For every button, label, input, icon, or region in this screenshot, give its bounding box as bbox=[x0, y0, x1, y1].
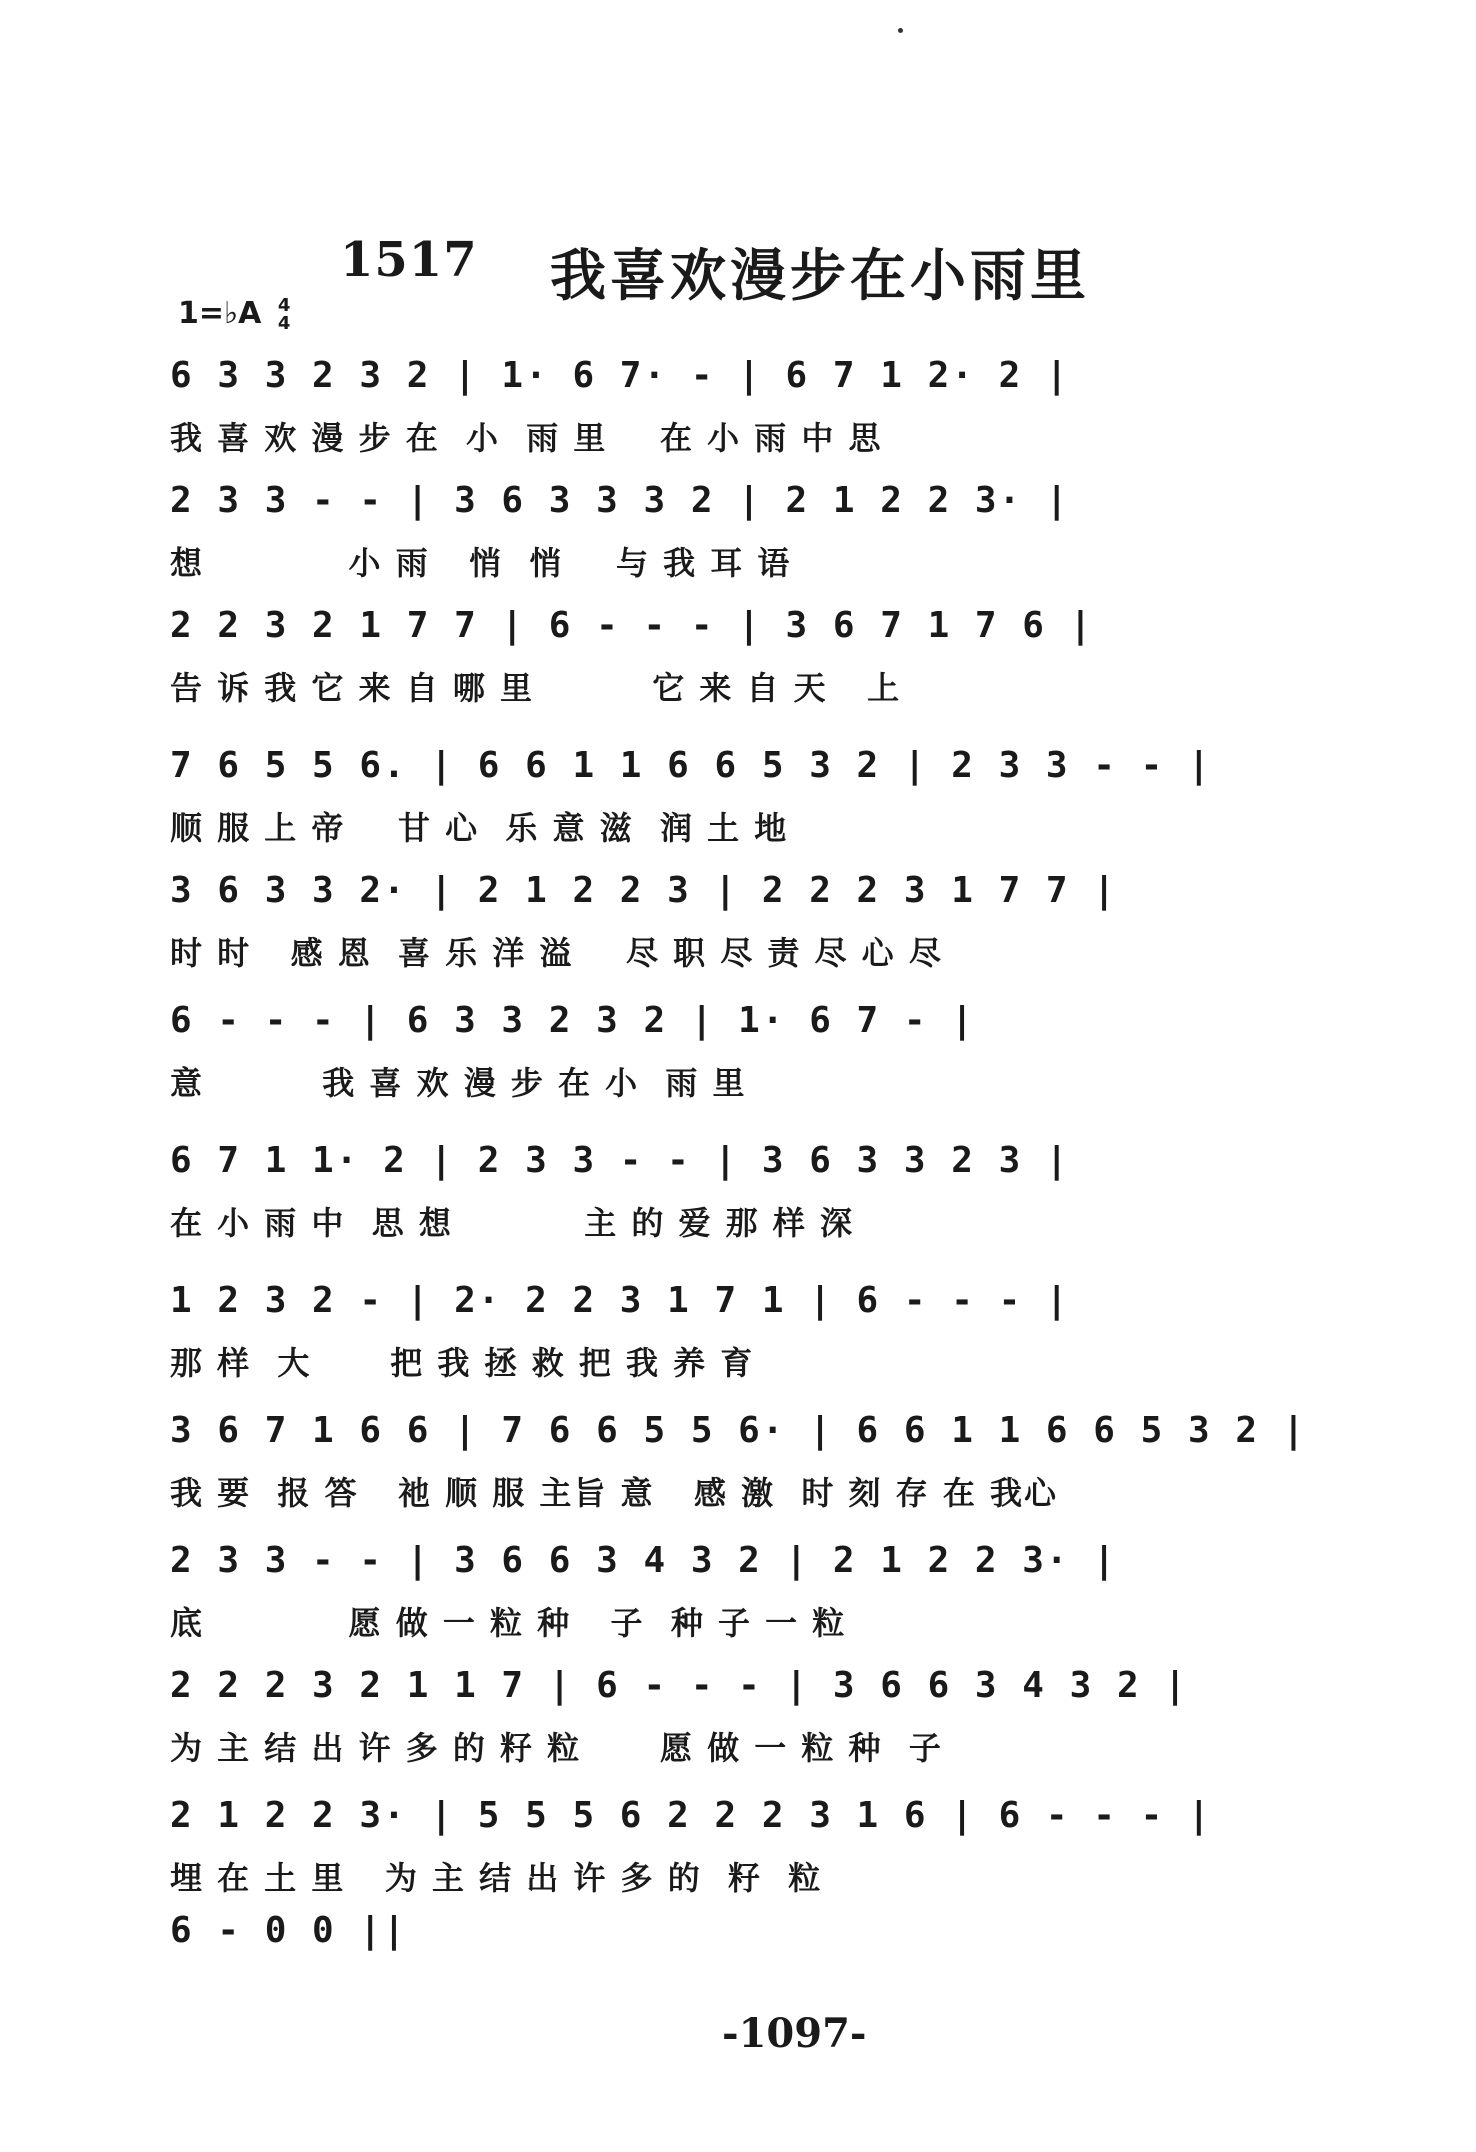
lyric-line: 底 愿 做 一 粒 种 子 种 子 一 粒 bbox=[170, 1604, 847, 1642]
notation-line: 2 2 3 2 1 7 7 | 6 - - - | 3 6 7 1 7 6 | bbox=[170, 605, 1094, 646]
notation-line: 3 6 7 1 6 6 | 7 6 6 5 5 6· | 6 6 1 1 6 6 5 3 2 | bbox=[170, 1410, 1307, 1451]
music-system bbox=[170, 1410, 1370, 1540]
music-system bbox=[170, 480, 1370, 610]
lyric-line: 意 我 喜 欢 漫 步 在 小 雨 里 bbox=[170, 1064, 747, 1102]
song-number: 1517 bbox=[340, 232, 478, 288]
lyric-line: 我 喜 欢 漫 步 在 小 雨 里 在 小 雨 中 思 bbox=[170, 419, 883, 457]
scan-speck bbox=[898, 28, 903, 33]
lyric-line: 时 时 感 恩 喜 乐 洋 溢 尽 职 尽 责 尽 心 尽 bbox=[170, 934, 943, 972]
notation-line: 2 1 2 2 3· | 5 5 5 6 2 2 2 3 1 6 | 6 - - - | bbox=[170, 1795, 1212, 1836]
music-system bbox=[170, 1000, 1370, 1130]
notation-line: 2 2 2 3 2 1 1 7 | 6 - - - | 3 6 6 3 4 3 2 | bbox=[170, 1665, 1188, 1706]
music-system bbox=[170, 1540, 1370, 1670]
notation-line: 2 3 3 - - | 3 6 3 3 3 2 | 2 1 2 2 3· | bbox=[170, 480, 1070, 521]
lyric-line: 顺 服 上 帝 甘 心 乐 意 滋 润 土 地 bbox=[170, 809, 789, 847]
music-system bbox=[170, 355, 1370, 485]
key-label: 1=♭A bbox=[178, 296, 262, 331]
notation-line: 2 3 3 - - | 3 6 6 3 4 3 2 | 2 1 2 2 3· | bbox=[170, 1540, 1117, 1581]
notation-line: 6 3 3 2 3 2 | 1· 6 7· - | 6 7 1 2· 2 | bbox=[170, 355, 1070, 396]
notation-line: 1 2 3 2 - | 2· 2 2 3 1 7 1 | 6 - - - | bbox=[170, 1280, 1070, 1321]
notation-line: 7 6 5 5 6. | 6 6 1 1 6 6 5 3 2 | 2 3 3 - - | bbox=[170, 745, 1212, 786]
song-header bbox=[340, 232, 1140, 312]
notation-line: 3 6 3 3 2· | 2 1 2 2 3 | 2 2 2 3 1 7 7 | bbox=[170, 870, 1117, 911]
key-signature bbox=[178, 296, 290, 333]
music-system bbox=[170, 745, 1370, 875]
lyric-line: 告 诉 我 它 来 自 哪 里 它 来 自 天 上 bbox=[170, 669, 902, 707]
lyric-line: 在 小 雨 中 思 想 主 的 爱 那 样 深 bbox=[170, 1204, 854, 1242]
notation-line: 6 - - - | 6 3 3 2 3 2 | 1· 6 7 - | bbox=[170, 1000, 975, 1041]
music-system bbox=[170, 1795, 1370, 1925]
music-system bbox=[170, 1665, 1370, 1795]
notation-line: 6 7 1 1· 2 | 2 3 3 - - | 3 6 3 3 2 3 | bbox=[170, 1140, 1070, 1181]
time-signature-top: 4 bbox=[277, 294, 291, 316]
lyric-line: 那 样 大 把 我 拯 救 把 我 养 育 bbox=[170, 1344, 755, 1382]
time-signature-bottom: 4 bbox=[277, 312, 291, 334]
time-signature bbox=[277, 294, 291, 334]
notation-line: 6 - 0 0 || bbox=[170, 1910, 407, 1951]
lyric-line: 为 主 结 出 许 多 的 籽 粒 愿 做 一 粒 种 子 bbox=[170, 1729, 943, 1767]
lyric-line: 埋 在 土 里 为 主 结 出 许 多 的 籽 粒 bbox=[170, 1859, 823, 1897]
music-system bbox=[170, 605, 1370, 735]
music-system bbox=[170, 1280, 1370, 1410]
music-system bbox=[170, 870, 1370, 1000]
lyric-line: 想 小 雨 悄 悄 与 我 耳 语 bbox=[170, 544, 792, 582]
page-number: -1097- bbox=[722, 2010, 867, 2057]
music-system bbox=[170, 1140, 1370, 1270]
song-title: 我喜欢漫步在小雨里 bbox=[550, 244, 1090, 309]
lyric-line: 我 要 报 答 祂 顺 服 主旨 意 感 激 时 刻 存 在 我心 bbox=[170, 1474, 1058, 1512]
